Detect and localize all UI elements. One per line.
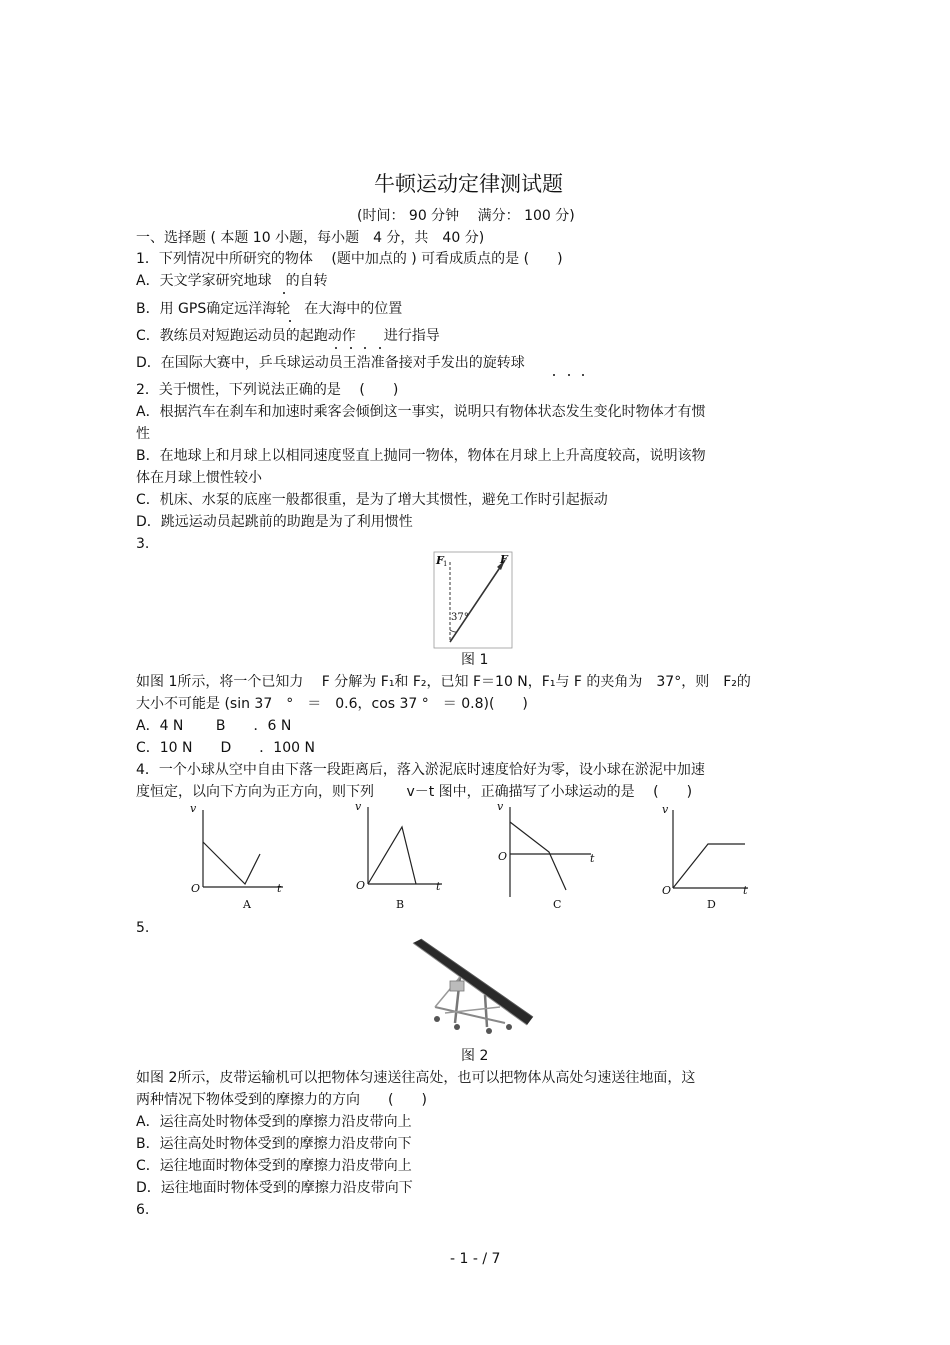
wheel-icon [506,1024,512,1030]
axis-t-label: t [436,880,441,893]
origin-label: O [498,850,508,863]
q5-text-line2: 两种情况下物体受到的摩擦力的方向 ( ) [136,1092,427,1108]
label-f1-subscript: 1 [443,560,448,568]
vt-graph-d [660,802,760,912]
axis-t-label: t [590,852,595,865]
emphasis-dot [553,374,555,376]
emphasis-dot [335,347,337,349]
q1-option-a: A．天文学家研究地球 的自转 [136,273,328,289]
q2-option-a-line1: A．根据汽车在刹车和加速时乘客会倾倒这一事实，说明只有物体状态发生变化时物体才有惯 [136,404,706,420]
section-heading: 一、选择题 ( 本题 10 小题，每小题 4 分，共 40 分) [136,230,485,246]
q1-option-d: D．在国际大赛中，乒乓球运动员王浩准备接对手发出的旋转球 [136,355,525,371]
q2-option-a-line2: 性 [136,426,150,442]
q5-number: 5. [136,920,150,936]
origin-label: O [662,884,672,897]
graph-a-curve [203,842,260,884]
motor-box [450,981,464,991]
exam-info: (时间： 90 分钟 满分： 100 分) [357,208,575,224]
graph-label-a: A [243,898,251,911]
wheel-icon [434,1016,440,1022]
q2-option-d: D．跳远运动员起跳前的助跑是为了利用惯性 [136,514,413,530]
axis-v-label: v [190,802,197,815]
emphasis-dot [582,374,584,376]
q5-option-b: B．运往高处时物体受到的摩擦力沿皮带向下 [136,1136,412,1152]
emphasis-dot [350,347,352,349]
vt-graph-a [185,802,295,912]
origin-label: O [191,882,201,895]
force-f-vector [450,560,505,642]
q1-stem: 1．下列情况中所研究的物体 (题中加点的 ) 可看成质点的是 ( ) [136,251,563,267]
frame-brace [445,1007,500,1013]
page-number: - 1 - / 7 [450,1251,501,1267]
page-title: 牛顿运动定律测试题 [374,172,563,196]
graph-d-curve [673,844,745,888]
axis-v-label: v [662,803,669,816]
q1-option-b: B．用 GPS确定远洋海轮 在大海中的位置 [136,301,403,317]
frame-leg [485,995,487,1027]
q5-option-d: D．运往地面时物体受到的摩擦力沿皮带向下 [136,1180,413,1196]
axis-v-label: v [355,800,362,813]
q6-number: 6. [136,1202,150,1218]
angle-arc [450,630,457,632]
q2-option-c: C．机床、水泵的底座一般都很重，是为了增大其惯性，避免工作时引起振动 [136,492,608,508]
q2-option-b-line1: B．在地球上和月球上以相同速度竖直上抛同一物体，物体在月球上上升高度较高，说明该物 [136,448,706,464]
belt-edge [421,939,533,1017]
q1-option-c: C．教练员对短跑运动员的起跑动作 进行指导 [136,328,440,344]
axis-v-label: v [497,800,504,813]
emphasis-dot [364,347,366,349]
wheel-icon [454,1024,460,1030]
force-diagram-figure-1 [430,550,514,650]
label-f: F [500,553,508,566]
graph-label-b: B [396,898,405,911]
figure-2-caption: 图 2 [461,1048,489,1064]
q5-option-a: A．运往高处时物体受到的摩擦力沿皮带向上 [136,1114,412,1130]
q3-number: 3. [136,536,150,552]
frame-base [435,1007,505,1023]
q5-option-c: C．运往地面时物体受到的摩擦力沿皮带向上 [136,1158,412,1174]
label-angle: 37° [451,612,469,623]
emphasis-dot [568,374,570,376]
q5-text-line1: 如图 2所示，皮带运输机可以把物体匀速送往高处，也可以把物体从高处匀速送往地面，这 [136,1070,696,1086]
emphasis-dot [283,292,285,294]
emphasis-dot [379,347,381,349]
graph-label-d: D [707,898,716,911]
q2-option-b-line2: 体在月球上惯性较小 [136,470,262,486]
graph-c-curve [510,822,566,890]
axis-t-label: t [277,882,282,895]
q4-stem-line2: 度恒定，以向下方向为正方向，则下列 v－t 图中，正确描写了小球运动的是 ( ) [136,784,693,800]
q2-stem: 2．关于惯性，下列说法正确的是 ( ) [136,382,399,398]
graph-b-curve [368,827,416,884]
belt-edge [413,943,527,1025]
axis-t-label: t [743,884,748,897]
q3-options-ab: A．4 N B ．6 N [136,718,292,734]
label-f1: F [436,554,444,567]
conveyor-belt [413,939,533,1025]
vt-graph-c [493,802,613,912]
origin-label: O [356,879,366,892]
belt-conveyor-figure-2 [405,935,540,1040]
figure-1-caption: 图 1 [461,652,489,668]
q3-text-line2: 大小不可能是 (sin 37 ° ＝ 0.6，cos 37 ° ＝ 0.8)( ) [136,696,528,712]
q3-text-line1: 如图 1所示，将一个已知力 F 分解为 F₁和 F₂，已知 F＝10 N，F₁与 F 的夹角为 37°，则 F₂的 [136,674,751,690]
graph-label-c: C [553,898,562,911]
q3-options-cd: C．10 N D ．100 N [136,740,315,756]
q4-stem-line1: 4．一个小球从空中自由下落一段距离后，落入淤泥底时速度恰好为零，设小球在淤泥中加速 [136,762,705,778]
wheel-icon [486,1028,492,1034]
emphasis-dot [289,320,291,322]
vt-graph-b [350,802,460,912]
